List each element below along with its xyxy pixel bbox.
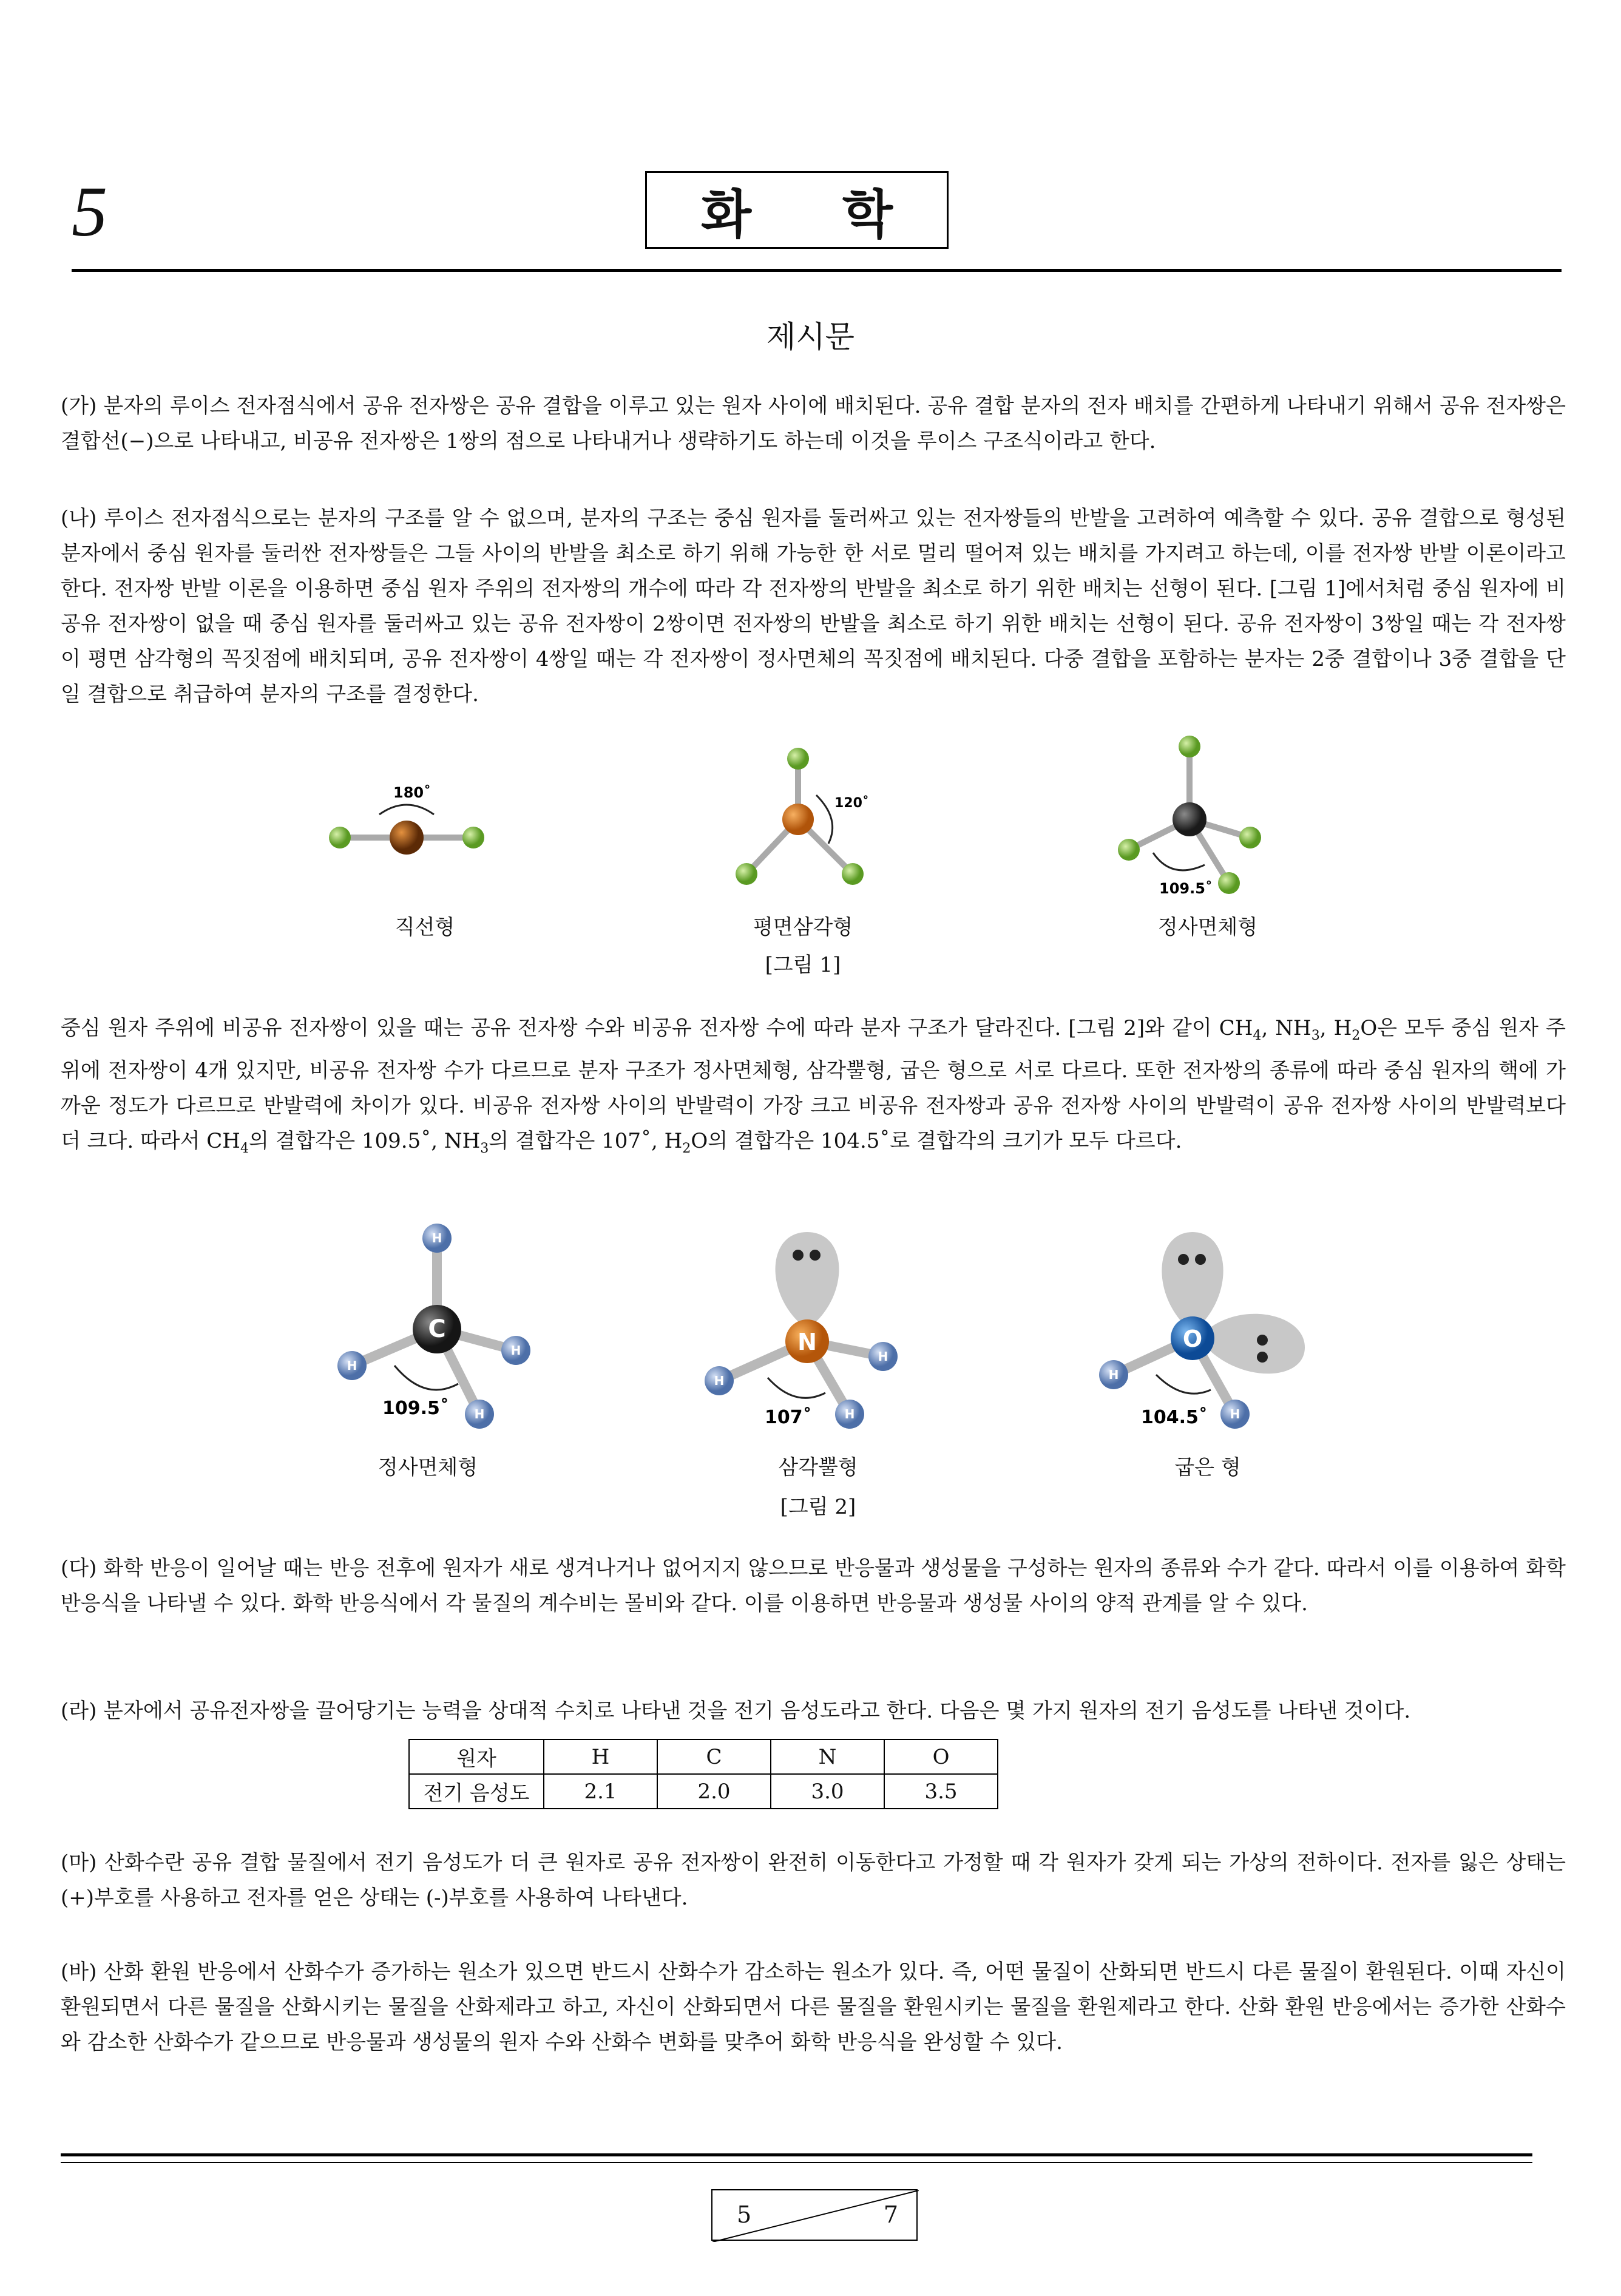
svg-text:H: H (714, 1373, 725, 1388)
table-cell: 2.0 (657, 1774, 771, 1809)
figure2-nh3 (698, 1208, 916, 1438)
table-cell: 3.0 (771, 1774, 884, 1809)
figure1-linear-label: 직선형 (394, 915, 455, 940)
figure2-nh3-label: 삼각뿔형 (778, 1455, 858, 1480)
table-row (409, 1774, 998, 1809)
paragraph-ga: (가) 분자의 루이스 전자점식에서 공유 전자쌍은 공유 결합을 이루고 있는 원자 사이에 배치된다. 공유 결합 분자의 전자 배치를 간편하게 나타내기 위해서 공유 전자쌍은 결합선(−)으로 나타내고, 비공유 전자쌍은 1쌍의 점으로 나타내거나 생략하기도 하는데 이것을 루이스 구조식이라고 한다. (61, 394, 1566, 453)
svg-text:H: H (878, 1349, 888, 1364)
table-cell: 원자 (409, 1739, 544, 1774)
figure1-linear-angle: 180˚ (393, 784, 431, 801)
section-title: 제시문 (767, 319, 854, 354)
table-cell: H (544, 1739, 657, 1774)
paragraph-molecular-shape: 중심 원자 주위에 비공유 전자쌍이 있을 때는 공유 전자쌍 수와 비공유 전자쌍 수에 따라 분자 구조가 달라진다. [그림 2]와 같이 $CH_4$, $NH_3$, $H_2O$은 모두 중심 원자 주위에 전자쌍이 4개 있지만, 비공유 전자쌍 수가 다르므로 분자 구조가 정사면체형, 삼각뿔형, 굽은 형으로 서로 다르다. 또한 전자쌍의 종류에 따라 중심 원자의 핵에 가까운 정도가 다르므로 반발력에 차이가 있다. 비공유 전자쌍 사이의 반발력이 가장 크고 비공유 전자쌍과 공유 전자쌍 사이의 반발력이 공유 전자쌍 사이의 반발력보다 더 크다. 따라서 $CH_4$의 결합각은 109.5˚, $NH_3$의 결합각은 107˚, $H_2O$의 결합각은 104.5˚로 결합각의 크기가 모두 다르다. (61, 1016, 1566, 1156)
paragraph-ma: (마) 산화수란 공유 결합 물질에서 전기 음성도가 더 큰 원자로 공유 전자쌍이 완전히 이동한다고 가정할 때 각 원자가 갖게 되는 가상의 전하이다. 전자를 잃은 상태는 (+)부호를 사용하고 전자를 얻은 상태는 (-)부호를 사용하여 나타낸다. (61, 1851, 1566, 1910)
figure1-tetrahedral-angle: 109.5˚ (1159, 880, 1213, 897)
current-page: 5 (737, 2201, 752, 2228)
svg-text:H: H (1230, 1407, 1240, 1421)
figure2-ch4 (328, 1214, 546, 1438)
page-number-box (711, 2189, 918, 2241)
svg-text:H: H (474, 1407, 485, 1421)
table-cell: 2.1 (544, 1774, 657, 1809)
table-cell: C (657, 1739, 771, 1774)
footer-rule-thin (61, 2162, 1532, 2163)
paragraph-ra: (라) 분자에서 공유전자쌍을 끌어당기는 능력을 상대적 수치로 나타낸 것을 전기 음성도라고 한다. 다음은 몇 가지 원자의 전기 음성도를 나타낸 것이다. (61, 1699, 1411, 1723)
svg-text:O: O (1182, 1326, 1203, 1352)
footer-rule (61, 2153, 1532, 2156)
figure2-nh3-angle: 107˚ (765, 1407, 812, 1428)
svg-text:H: H (347, 1358, 357, 1373)
figure2-caption: [그림 2] (780, 1495, 856, 1519)
svg-text:H: H (431, 1231, 442, 1245)
question-number: 5 (72, 172, 107, 251)
paragraph-na: (나) 루이스 전자점식으로는 분자의 구조를 알 수 없으며, 분자의 구조는 중심 원자를 둘러싸고 있는 전자쌍들의 반발을 고려하여 예측할 수 있다. 공유 결합으로 형성된 분자에서 중심 원자를 둘러싼 전자쌍들은 그들 사이의 반발을 최소로 하기 위해 가능한 한 서로 멀리 떨어져 있는 배치를 가지려고 하는데, 이를 전자쌍 반발 이론이라고 한다. 전자쌍 반발 이론을 이용하면 중심 원자 주위의 전자쌍의 개수에 따라 각 전자쌍의 반발을 최소로 하기 위한 배치는 선형이 된다. [그림 1]에서처럼 중심 원자에 비공유 전자쌍이 없을 때 중심 원자를 둘러싸고 있는 공유 전자쌍이 2쌍이면 전자쌍의 반발을 최소로 하기 위한 배치는 선형이 된다. 공유 전자쌍이 3쌍일 때는 각 전자쌍이 평면 삼각형의 꼭짓점에 배치되며, 공유 전자쌍이 4쌍일 때는 각 전자쌍이 정사면체의 꼭짓점에 배치된다. 다중 결합을 포함하는 분자는 2중 결합이나 3중 결합을 단일 결합으로 취급하여 분자의 구조를 결정한다. (61, 506, 1566, 706)
figure1-trigonal-angle: 120˚ (834, 796, 869, 811)
table-cell: 전기 음성도 (409, 1774, 544, 1809)
figure1-tetrahedral (1105, 728, 1287, 904)
svg-text:N: N (797, 1329, 817, 1355)
header-rule (72, 269, 1562, 272)
subject-title-box: 화 학 (645, 171, 949, 249)
table-cell: 3.5 (884, 1774, 998, 1809)
table-header-row (409, 1739, 998, 1774)
paragraph-ba: (바) 산화 환원 반응에서 산화수가 증가하는 원소가 있으면 반드시 산화수가 감소하는 원소가 있다. 즉, 어떤 물질이 산화되면 반드시 다른 물질이 환원된다. 이때 자신이 환원되면서 다른 물질을 산화시키는 물질을 산화제라고 하고, 자신이 산화되면서 다른 물질을 환원시키는 물질을 환원제라고 한다. 산화 환원 반응에서는 증가한 산화수와 감소한 산화수가 같으므로 반응물과 생성물의 원자 수와 산화수 변화를 맞추어 화학 반응식을 완성할 수 있다. (61, 1960, 1566, 2054)
electronegativity-table (408, 1739, 998, 1809)
table-cell: N (771, 1739, 884, 1774)
svg-text:H: H (844, 1407, 855, 1421)
figure2-h2o-label: 굽은 형 (1174, 1455, 1241, 1480)
svg-text:H: H (510, 1343, 521, 1358)
figure2-ch4-angle: 109.5˚ (382, 1398, 449, 1419)
figure2-h2o (1086, 1208, 1329, 1438)
total-pages: 7 (883, 2201, 898, 2228)
figure2-h2o-angle: 104.5˚ (1141, 1407, 1208, 1428)
figure2-ch4-label: 정사면체형 (377, 1455, 478, 1480)
table-cell: O (884, 1739, 998, 1774)
figure1-trigonal (710, 740, 892, 898)
svg-text:H: H (1108, 1367, 1119, 1382)
figure1-linear (322, 777, 504, 862)
figure1-trigonal-label: 평면삼각형 (753, 915, 853, 940)
paragraph-da: (다) 화학 반응이 일어날 때는 반응 전후에 원자가 새로 생겨나거나 없어지지 않으므로 반응물과 생성물을 구성하는 원자의 종류와 수가 같다. 따라서 이를 이용하여 화학 반응식을 나타낼 수 있다. 화학 반응식에서 각 물질의 계수비는 몰비와 같다. 이를 이용하면 반응물과 생성물 사이의 양적 관계를 알 수 있다. (61, 1556, 1566, 1616)
figure1-tetrahedral-label: 정사면체형 (1157, 915, 1258, 940)
svg-text:C: C (428, 1315, 446, 1343)
figure1-caption: [그림 1] (765, 953, 841, 977)
